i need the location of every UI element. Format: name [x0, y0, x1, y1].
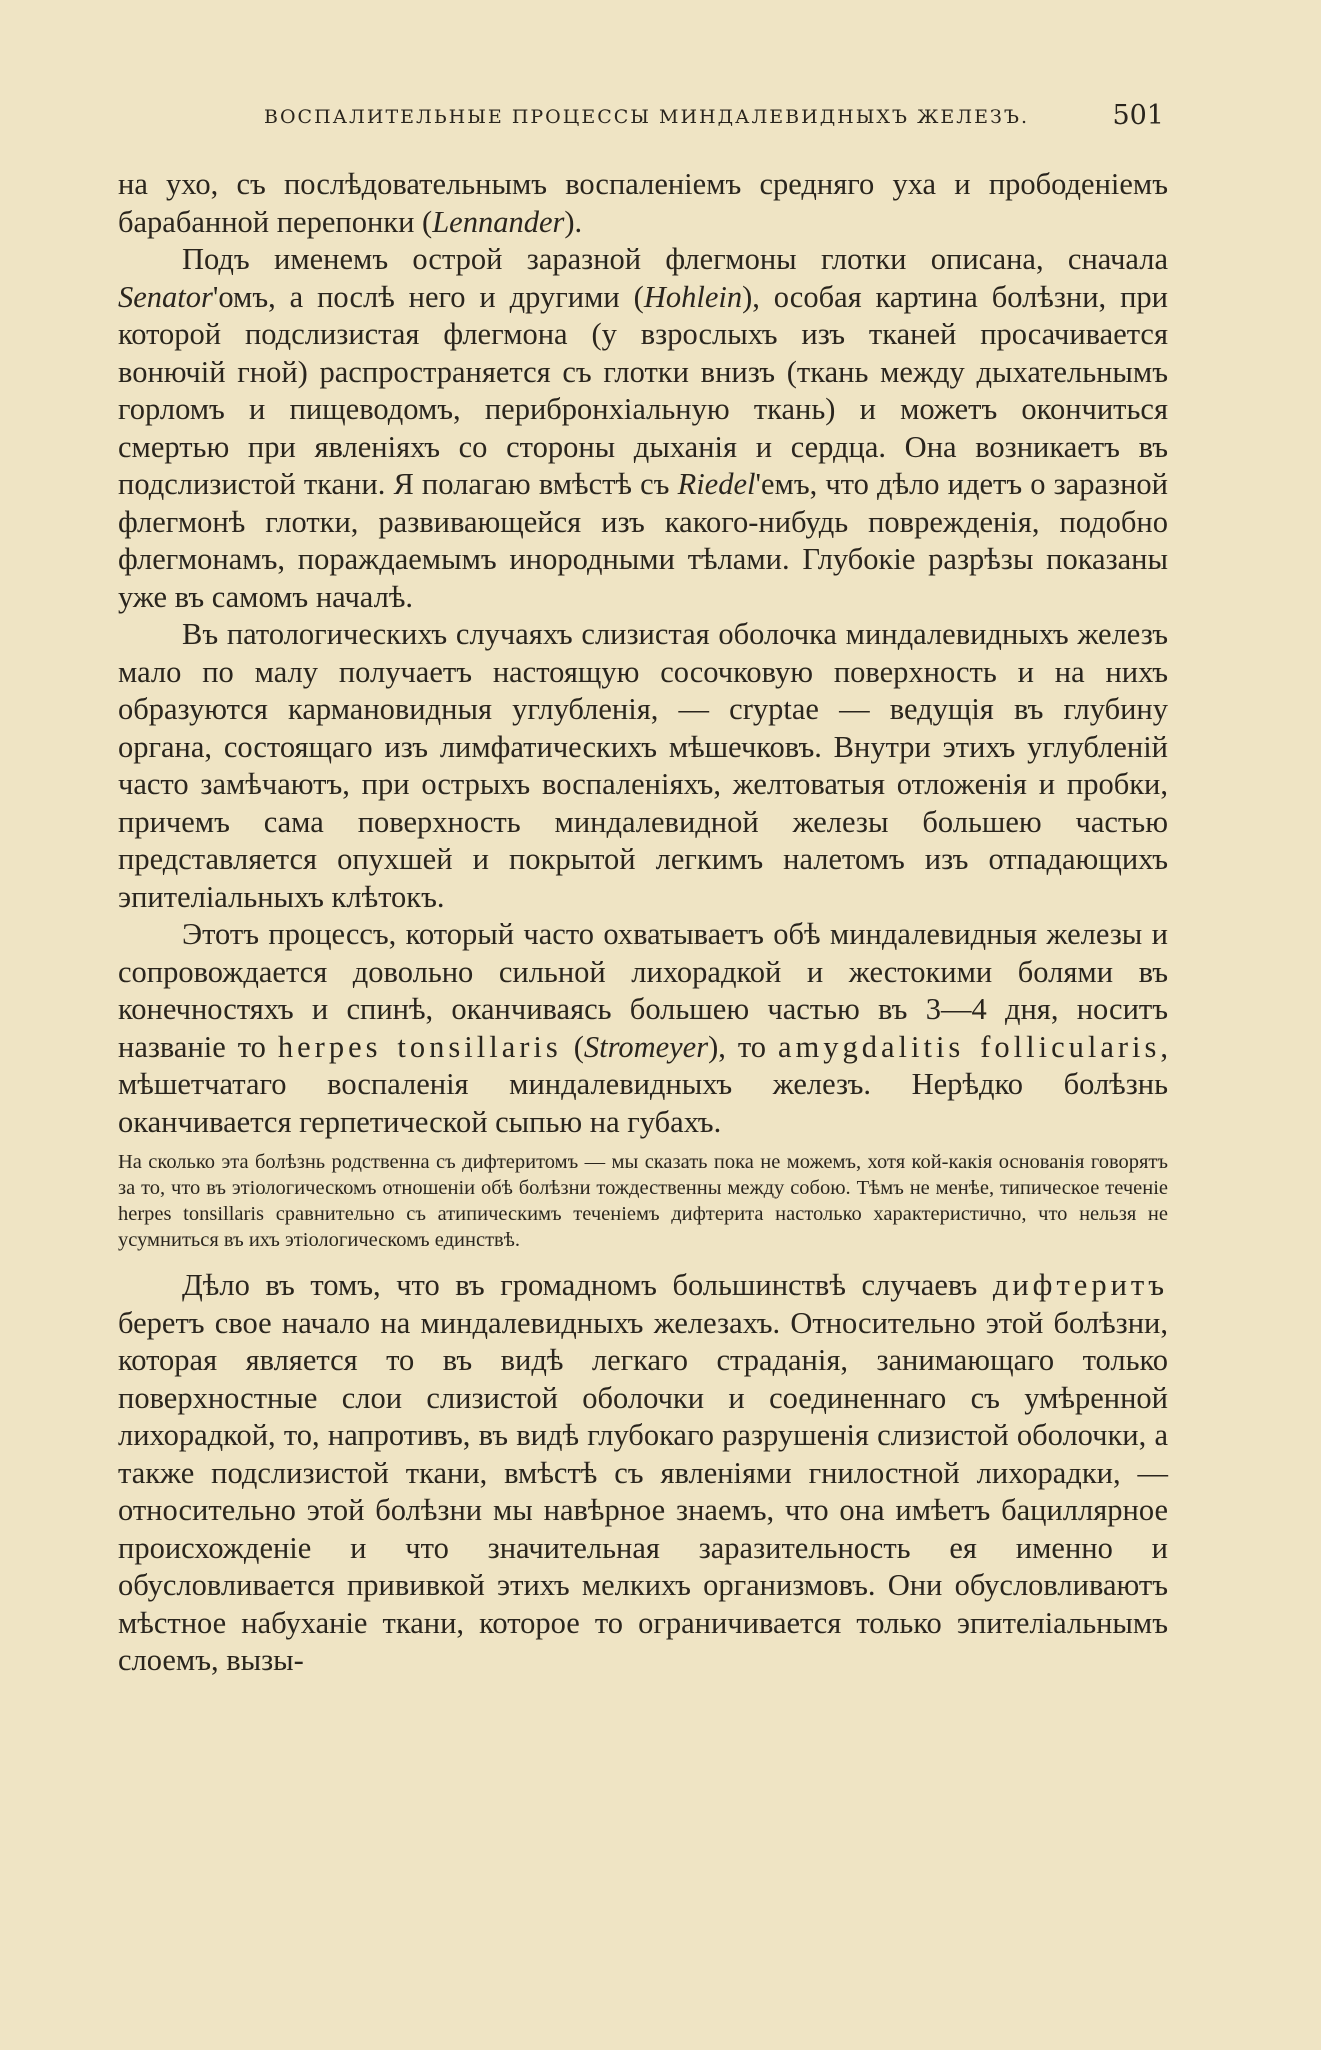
text-run: 'омъ, а послѣ него и другими ( — [212, 279, 644, 314]
author-name: Riedel — [677, 467, 756, 501]
spaced-term: herpes tonsillaris — [277, 1029, 562, 1064]
text-run: ( — [561, 1029, 584, 1064]
paragraph — [118, 1267, 1168, 1680]
text-run: на ухо, съ послѣдовательнымъ воспаленіемъ средняго уха и прободеніемъ барабанной перепонки ( — [118, 167, 1168, 239]
author-name: Stromeyer — [583, 1029, 709, 1064]
body-text — [118, 166, 1168, 1680]
paragraph — [118, 916, 1168, 1141]
spaced-term: amygdalitis follicularis — [777, 1029, 1161, 1064]
paragraph — [118, 616, 1168, 916]
paragraph — [118, 241, 1168, 616]
author-name: Lennander — [432, 204, 565, 239]
spaced-term: дифтеритъ — [992, 1268, 1168, 1302]
text-run: Этотъ процессъ, который часто охватываетъ обѣ миндалевидныя железы и сопровождается довольно сильной лихорадкой и жестокими болями въ конечностяхъ и спинѣ, оканчиваясь большею частью въ 3—4 дня, носитъ названіе то — [118, 917, 1168, 1064]
text-run: 'емъ, что дѣло идетъ о заразной флегмонѣ глотки, развивающейся изъ какого-нибудь поврежденія, подобно флегмонамъ, пораждаемымъ инородными тѣлами. Глубокіе разрѣзы показаны уже въ самомъ началѣ. — [118, 467, 1168, 614]
text-run: Въ патологическихъ случаяхъ слизистая оболочка миндалевидныхъ железъ мало по малу получаетъ настоящую сосочковую поверхность и на нихъ образуются кармановидныя углубленія, — cryptae — ведущія въ глубину органа, состоящаго изъ лимфатическихъ мѣшечковъ. Внутри этихъ углубленій часто замѣчаютъ, при острыхъ воспаленіяхъ, желтоватыя отложенія и пробки, причемъ сама поверхность миндалевидной железы большею частью представляется опухшей и покрытой легкимъ налетомъ изъ отпадающихъ эпителіальныхъ клѣтокъ. — [118, 617, 1168, 914]
footnote-paragraph — [118, 1149, 1168, 1253]
text-run: беретъ свое начало на миндалевидныхъ железахъ. Относительно этой болѣзни, которая является то въ видѣ легкаго страданія, занимающаго только поверхностные слои слизистой оболочки и соединеннаго съ умѣренной лихорадкой, то, напротивъ, въ видѣ глубокаго разрушенія слизистой оболочки, а также подслизистой ткани, вмѣстѣ съ явленіями гнилостной лихорадки, — относительно этой болѣзни мы навѣрное знаемъ, что она имѣетъ бациллярное происхожденіе и что значительная заразительность ея именно и обусловливается прививкой этихъ мелкихъ организмовъ. Они обусловливаютъ мѣстное набуханіе ткани, которое то ограничивается только эпителіальнымъ слоемъ, вызы- — [118, 1305, 1168, 1677]
text-run: ), то — [708, 1029, 778, 1064]
page-number: 501 — [1112, 100, 1164, 131]
text-run: ), особая картина болѣзни, при которой подслизистая флегмона (у взрослыхъ изъ тканей просачивается вонючій гной) распространяется съ глотки внизъ (ткань между дыхательнымъ горломъ и пищеводомъ, перибронхіальную ткань) и можетъ окончиться смертью при явленіяхъ со стороны дыханія и сердца. Она возникаетъ въ подслизистой ткани. Я полагаю вмѣстѣ съ — [118, 279, 1168, 501]
page-header — [118, 100, 1168, 140]
author-name: Hohlein — [643, 279, 743, 314]
text-run: Подъ именемъ острой заразной флегмоны глотки описана, сначала — [182, 242, 1168, 276]
text-run: , мѣшетчатаго воспаленія миндалевидныхъ железъ. Нерѣдко болѣзнь оканчивается герпетической сыпью на губахъ. — [118, 1029, 1168, 1139]
text-run: ). — [564, 204, 583, 239]
text-run: На сколько эта болѣзнь родственна съ дифтеритомъ — мы сказать пока не можемъ, хотя кой-какія основанія говорятъ за то, что въ этіологическомъ отношеніи обѣ болѣзни тождественны между собою. Тѣмъ не менѣе, типическое теченіе herpes tonsillaris сравнительно съ атипическимъ теченіемъ дифтерита настолько характеристично, что нельзя не усумниться въ ихъ этіологическомъ единствѣ. — [118, 1151, 1168, 1251]
author-name: Senator — [118, 279, 213, 314]
paragraph — [118, 166, 1168, 241]
running-head: ВОСПАЛИТЕЛЬНЫЕ ПРОЦЕССЫ МИНДАЛЕВИДНЫХЪ ЖЕЛЕЗЪ. — [264, 106, 1029, 128]
text-run: Дѣло въ томъ, что въ громадномъ большинствѣ случаевъ — [182, 1268, 993, 1302]
